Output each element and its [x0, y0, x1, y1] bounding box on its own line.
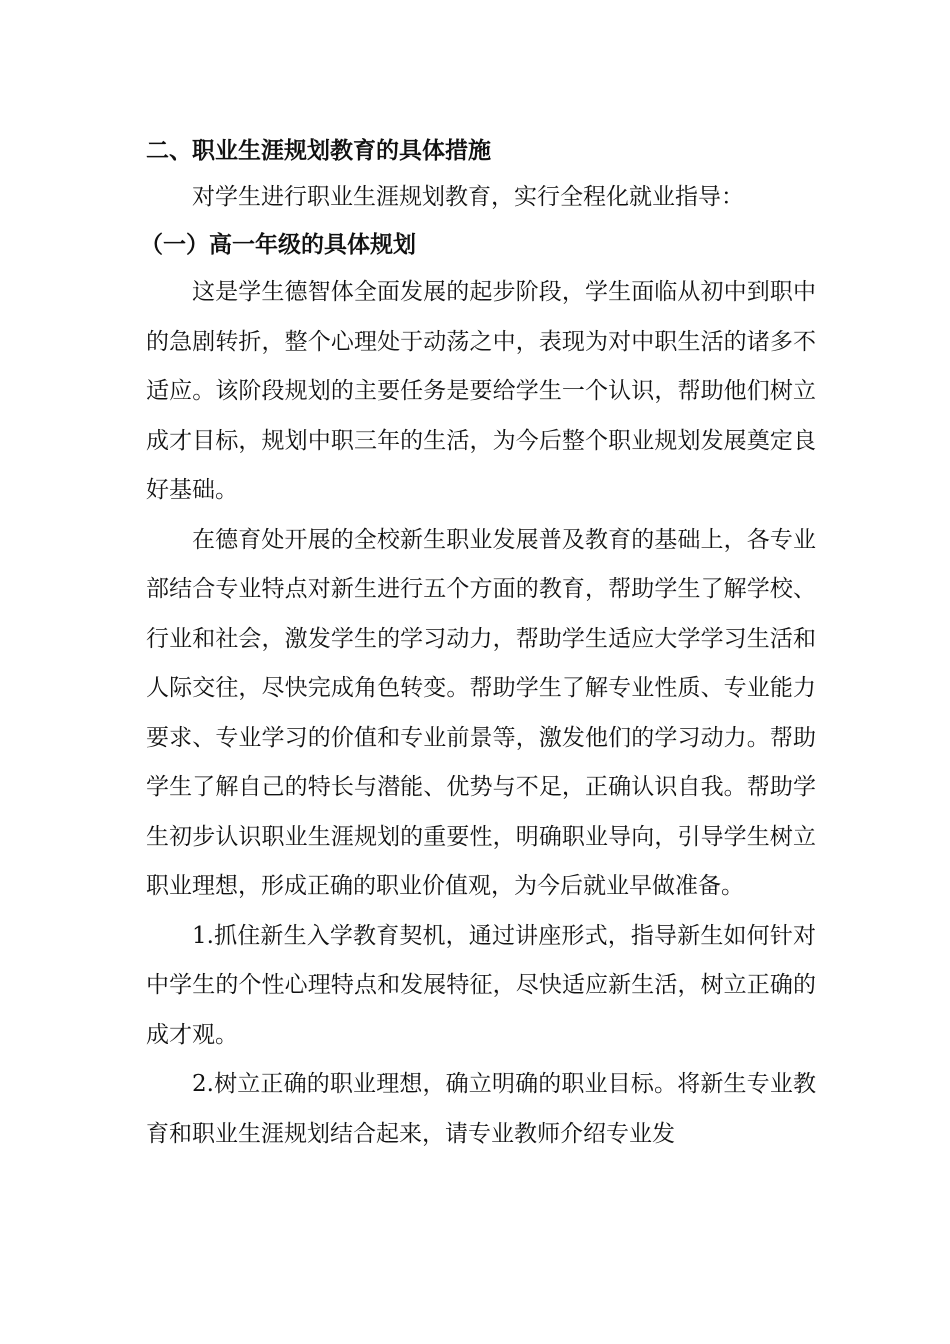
intro-paragraph: 对学生进行职业生涯规划教育，实行全程化就业指导： [192, 184, 744, 210]
paragraph-item-1: 1.抓住新生入学教育契机，通过讲座形式，指导新生如何针对中学生的个性心理特点和发展特征，尽快适应新生活，树立正确的成才观。 [146, 922, 816, 1048]
section-heading: 二、职业生涯规划教育的具体措施 [146, 138, 491, 164]
paragraph-stage-overview: 这是学生德智体全面发展的起步阶段，学生面临从初中到职中的急剧转折，整个心理处于动荡之中，表现为对中职生活的诸多不适应。该阶段规划的主要任务是要给学生一个认识，帮助他们树立成才目标，规划中职三年的生活，为今后整个职业规划发展奠定良好基础。 [146, 279, 816, 503]
document-body [140, 128, 816, 1159]
paragraph-orientation-education: 在德育处开展的全校新生职业发展普及教育的基础上，各专业部结合专业特点对新生进行五个方面的教育，帮助学生了解学校、行业和社会，激发学生的学习动力，帮助学生适应大学学习生活和人际交往，尽快完成角色转变。帮助学生了解专业性质、专业能力要求、专业学习的价值和专业前景等，激发他们的学习动力。帮助学生了解自己的特长与潜能、优势与不足，正确认识自我。帮助学生初步认识职业生涯规划的重要性，明确职业导向，引导学生树立职业理想，形成正确的职业价值观，为今后就业早做准备。 [146, 526, 816, 899]
subsection-heading: （一）高一年级的具体规划 [140, 232, 416, 258]
paragraph-item-2: 2.树立正确的职业理想，确立明确的职业目标。将新生专业教育和职业生涯规划结合起来，请专业教师介绍专业发 [146, 1071, 816, 1147]
